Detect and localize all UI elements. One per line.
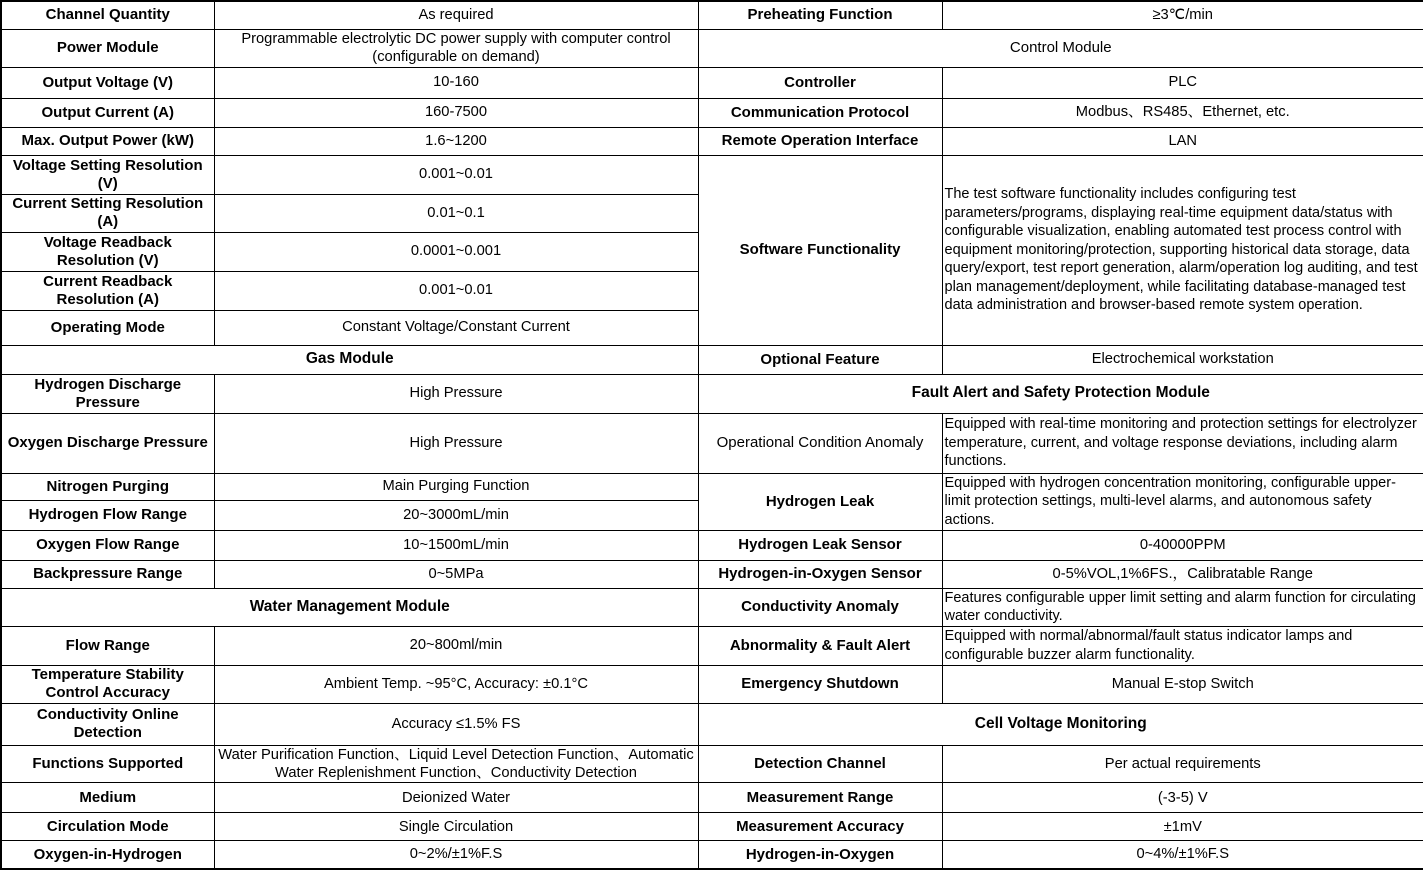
table-row — [1, 1, 1423, 29]
row-value: Single Circulation — [214, 813, 698, 841]
row-value: 20~3000mL/min — [214, 500, 698, 530]
row-value: 0~2%/±1%F.S — [214, 841, 698, 869]
table-row — [1, 413, 1423, 473]
table-row — [1, 374, 1423, 413]
row-value: (-3-5) V — [942, 783, 1423, 813]
row-label: Voltage Setting Resolution (V) — [1, 155, 214, 194]
row-value: 160-7500 — [214, 98, 698, 127]
row-value: Programmable electrolytic DC power supply with computer control (configurable on demand) — [214, 29, 698, 67]
table-row — [1, 530, 1423, 560]
table-row — [1, 745, 1423, 783]
row-value: 0.01~0.1 — [214, 194, 698, 232]
row-label: Current Readback Resolution (A) — [1, 271, 214, 310]
row-label: Controller — [698, 67, 942, 98]
row-value: Electrochemical workstation — [942, 345, 1423, 374]
row-label: Oxygen Discharge Pressure — [1, 413, 214, 473]
row-label: Remote Operation Interface — [698, 127, 942, 155]
row-label: Hydrogen Leak — [698, 473, 942, 530]
row-label: Preheating Function — [698, 1, 942, 29]
row-value: The test software functionality includes configuring test parameters/programs, displaying real-time equipment data/status with configurable visualization, enabling automated test process control with equipment monitoring/protection, supporting historical data storage, data query/export, test report generation, alarm/operation log auditing, and test plan management/deployment, while facilitating database-managed test data administration and browser-based remote system operation. — [942, 155, 1423, 345]
table-row — [1, 783, 1423, 813]
row-value: Main Purging Function — [214, 473, 698, 500]
row-label: Channel Quantity — [1, 1, 214, 29]
row-label: Operating Mode — [1, 310, 214, 345]
table-row — [1, 67, 1423, 98]
row-value: High Pressure — [214, 374, 698, 413]
row-value: 20~800ml/min — [214, 626, 698, 665]
table-row — [1, 588, 1423, 626]
row-value: Features configurable upper limit setting and alarm function for circulating water conductivity. — [942, 588, 1423, 626]
row-label: Hydrogen Flow Range — [1, 500, 214, 530]
table-row — [1, 473, 1423, 500]
row-label: Detection Channel — [698, 745, 942, 783]
row-value: Deionized Water — [214, 783, 698, 813]
table-row — [1, 626, 1423, 665]
row-value: 0.001~0.01 — [214, 271, 698, 310]
row-label: Nitrogen Purging — [1, 473, 214, 500]
row-label: Operational Condition Anomaly — [698, 413, 942, 473]
row-value: Equipped with hydrogen concentration monitoring, configurable upper-limit protection settings, multi-level alarms, and autonomous safety actions. — [942, 473, 1423, 530]
row-value: Ambient Temp. ~95°C, Accuracy: ±0.1°C — [214, 665, 698, 703]
row-label: Measurement Accuracy — [698, 813, 942, 841]
row-value: Equipped with normal/abnormal/fault status indicator lamps and configurable buzzer alarm functionality. — [942, 626, 1423, 665]
row-value: ±1mV — [942, 813, 1423, 841]
table-row — [1, 98, 1423, 127]
row-label: Power Module — [1, 29, 214, 67]
table-row — [1, 841, 1423, 869]
row-label: Optional Feature — [698, 345, 942, 374]
row-value: LAN — [942, 127, 1423, 155]
row-label: Medium — [1, 783, 214, 813]
row-label: Hydrogen-in-Oxygen — [698, 841, 942, 869]
row-value: 10~1500mL/min — [214, 530, 698, 560]
row-label: Oxygen-in-Hydrogen — [1, 841, 214, 869]
row-label: Hydrogen-in-Oxygen Sensor — [698, 560, 942, 588]
row-value: 0-40000PPM — [942, 530, 1423, 560]
row-label: Max. Output Power (kW) — [1, 127, 214, 155]
row-label: Output Current (A) — [1, 98, 214, 127]
table-row — [1, 155, 1423, 194]
row-label: Circulation Mode — [1, 813, 214, 841]
row-label: Measurement Range — [698, 783, 942, 813]
row-value: Accuracy ≤1.5% FS — [214, 703, 698, 745]
table-row — [1, 813, 1423, 841]
row-value: Constant Voltage/Constant Current — [214, 310, 698, 345]
row-value: Per actual requirements — [942, 745, 1423, 783]
row-label: Current Setting Resolution (A) — [1, 194, 214, 232]
table-row — [1, 703, 1423, 745]
row-value: High Pressure — [214, 413, 698, 473]
row-value: As required — [214, 1, 698, 29]
row-label: Conductivity Anomaly — [698, 588, 942, 626]
row-label: Voltage Readback Resolution (V) — [1, 232, 214, 271]
row-value: 0~5MPa — [214, 560, 698, 588]
table-row — [1, 345, 1423, 374]
row-value: Modbus、RS485、Ethernet, etc. — [942, 98, 1423, 127]
section-header: Gas Module — [1, 345, 698, 374]
row-value: Equipped with real-time monitoring and protection settings for electrolyzer temperature, current, and voltage response deviations, including alarm functions. — [942, 413, 1423, 473]
row-value: 10-160 — [214, 67, 698, 98]
row-label: Software Functionality — [698, 155, 942, 345]
table-row — [1, 560, 1423, 588]
row-value: PLC — [942, 67, 1423, 98]
row-value: 0.0001~0.001 — [214, 232, 698, 271]
table-row — [1, 29, 1423, 67]
row-label: Temperature Stability Control Accuracy — [1, 665, 214, 703]
row-label: Flow Range — [1, 626, 214, 665]
row-label: Control Module — [698, 29, 1423, 67]
row-label: Abnormality & Fault Alert — [698, 626, 942, 665]
row-label: Oxygen Flow Range — [1, 530, 214, 560]
row-label: Output Voltage (V) — [1, 67, 214, 98]
row-label: Hydrogen Leak Sensor — [698, 530, 942, 560]
section-header: Fault Alert and Safety Protection Module — [698, 374, 1423, 413]
section-header: Cell Voltage Monitoring — [698, 703, 1423, 745]
row-value: 0.001~0.01 — [214, 155, 698, 194]
row-value: 0-5%VOL,1%6FS.，Calibratable Range — [942, 560, 1423, 588]
row-label: Backpressure Range — [1, 560, 214, 588]
row-value: 1.6~1200 — [214, 127, 698, 155]
row-value: ≥3℃/min — [942, 1, 1423, 29]
row-label: Emergency Shutdown — [698, 665, 942, 703]
row-label: Communication Protocol — [698, 98, 942, 127]
table-row — [1, 127, 1423, 155]
row-label: Hydrogen Discharge Pressure — [1, 374, 214, 413]
row-value: Manual E-stop Switch — [942, 665, 1423, 703]
row-value: 0~4%/±1%F.S — [942, 841, 1423, 869]
table-row — [1, 665, 1423, 703]
section-header: Water Management Module — [1, 588, 698, 626]
row-label: Conductivity Online Detection — [1, 703, 214, 745]
row-label: Functions Supported — [1, 745, 214, 783]
row-value: Water Purification Function、Liquid Level Detection Function、Automatic Water Replenishment Function、Conductivity Detection — [214, 745, 698, 783]
